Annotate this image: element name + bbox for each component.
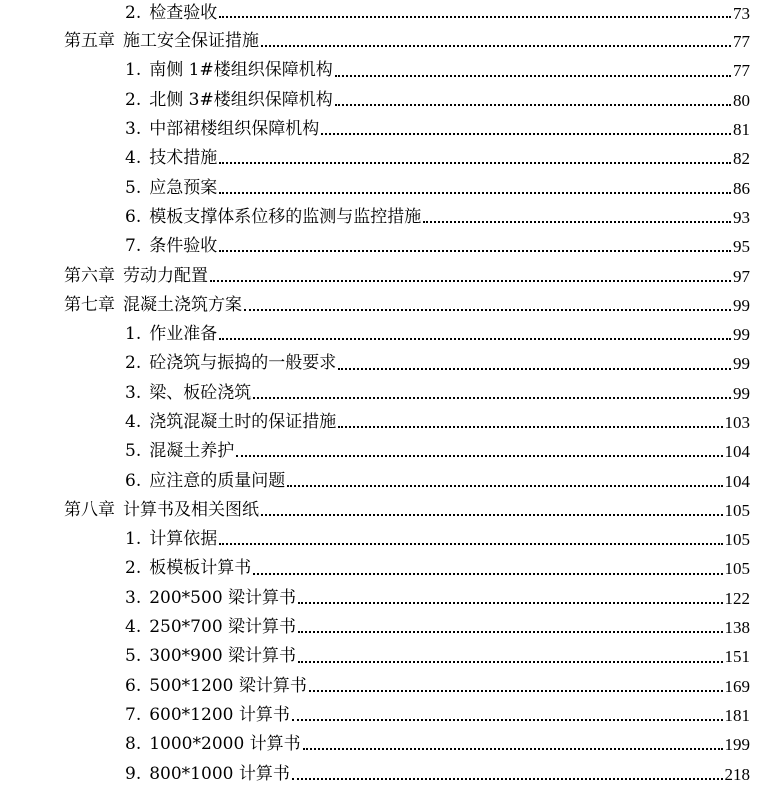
toc-section-entry[interactable] [0,379,778,408]
toc-entry-page: 105 [724,530,750,550]
toc-entry-number: 6. [125,470,142,491]
toc-entry-page: 99 [733,325,750,345]
toc-section-entry[interactable] [0,173,778,202]
dot-leader [321,133,731,135]
toc-entry-page: 99 [733,383,750,403]
toc-entry-number: 8. [125,734,142,755]
toc-entry-title: 应注意的质量问题 [149,470,286,491]
toc-entry-page: 73 [733,4,750,23]
dot-leader [423,221,731,223]
toc-entry-number: 3. [125,119,142,140]
toc-entry-title: 应急预案 [149,177,218,198]
toc-chapter-entry[interactable] [0,496,778,525]
toc-section-entry[interactable] [0,203,778,232]
toc-section-entry[interactable] [0,730,778,759]
toc-chapter-entry[interactable] [0,291,778,320]
toc-section-entry[interactable] [0,115,778,144]
toc-entry-page: 80 [733,90,750,110]
toc-entry-number: 5. [125,441,142,462]
toc-entry-title: 计算书及相关图纸 [123,499,259,520]
toc-entry-title: 混凝土浇筑方案 [123,294,242,315]
toc-entry-page: 105 [724,559,750,579]
toc-entry-page: 99 [733,295,750,315]
dot-leader [338,426,722,428]
toc-entry-number: 1. [125,529,142,550]
toc-section-entry[interactable] [0,466,778,495]
toc-entry-number: 5. [125,646,142,667]
toc-section-entry[interactable] [0,701,778,730]
toc-entry-title: 模板支撑体系位移的监测与监控措施 [149,206,422,227]
toc-section-entry[interactable] [0,672,778,701]
toc-section-entry[interactable] [0,232,778,261]
dot-leader [303,748,723,750]
toc-section-entry[interactable] [0,584,778,613]
toc-entry-page: 122 [724,588,750,608]
toc-entry-number: 1. [125,324,142,345]
toc-entry-title: 中部裙楼组织保障机构 [149,119,320,140]
toc-chapter-entry[interactable] [0,27,778,56]
toc-entry-title: 北侧 3#楼组织保障机构 [149,89,333,110]
toc-entry-page: 77 [733,32,750,52]
toc-entry-number: 2. [125,3,142,23]
toc-entry-page: 86 [733,178,750,198]
toc-section-entry[interactable] [0,759,778,788]
toc-section-entry[interactable] [0,613,778,642]
toc-entry-page: 169 [724,676,750,696]
dot-leader [292,719,723,721]
dot-leader [298,631,722,633]
toc-entry-page: 97 [733,266,750,286]
toc-section-entry[interactable] [0,408,778,437]
toc-entry-title: 500*1200 梁计算书 [149,675,307,696]
toc-entry-number: 2. [125,353,142,374]
toc-entry-page: 151 [724,647,750,667]
toc-entry-page: 181 [724,705,750,725]
toc-entry-page: 95 [733,237,750,257]
toc-entry-page: 105 [724,500,750,520]
toc-section-entry[interactable] [0,642,778,671]
toc-section-entry[interactable] [0,320,778,349]
toc-section-entry[interactable] [0,554,778,583]
dot-leader [335,75,731,77]
dot-leader [261,45,731,47]
toc-section-entry[interactable] [0,144,778,173]
toc-entry-title: 南侧 1#楼组织保障机构 [149,60,333,81]
toc-section-entry[interactable] [0,437,778,466]
dot-leader [219,543,722,545]
dot-leader [298,661,722,663]
toc-entry-number: 3. [125,382,142,403]
toc-entry-title: 1000*2000 计算书 [149,734,301,755]
dot-leader [292,778,723,780]
toc-entry-number: 2. [125,558,142,579]
dot-leader [219,250,731,252]
toc-entry-page: 138 [724,618,750,638]
toc-entry-number: 4. [125,412,142,432]
dot-leader [219,338,731,340]
dot-leader [309,690,723,692]
toc-entry-title: 板模板计算书 [149,558,252,579]
toc-entry-number: 3. [125,587,142,608]
toc-entry-title: 800*1000 计算书 [149,763,290,784]
toc-entry-page: 218 [724,764,750,784]
toc-entry-page: 81 [733,120,750,140]
dot-leader [210,280,731,282]
toc-entry-title: 条件验收 [149,236,218,257]
toc-entry-title: 劳动力配置 [123,265,208,286]
dot-leader [253,573,722,575]
toc-entry-page: 82 [733,149,750,169]
toc-entry-number: 4. [125,148,142,169]
toc-entry-title: 施工安全保证措施 [123,31,259,52]
toc-entry-number: 6. [125,206,142,227]
toc-entry-number: 9. [125,763,142,784]
toc-entry-page: 77 [733,61,750,81]
toc-entry-number: 5. [125,177,142,198]
toc-section-entry[interactable] [0,349,778,378]
toc-entry-page: 103 [724,413,750,432]
toc-entry-page: 199 [724,735,750,755]
toc-entry-number: 6. [125,675,142,696]
toc-entry-title: 250*700 梁计算书 [149,617,297,638]
toc-entry-title: 200*500 梁计算书 [149,587,297,608]
dot-leader [244,309,731,311]
dot-leader [219,162,731,164]
toc-entry-number: 第六章 [64,265,115,286]
toc-entry-title: 计算依据 [149,529,218,550]
toc-section-entry[interactable] [0,525,778,554]
toc-entry-title: 300*900 梁计算书 [149,646,297,667]
toc-entry-number: 第八章 [64,499,115,520]
dot-leader [219,16,731,18]
dot-leader [287,485,722,487]
dot-leader [219,192,731,194]
toc-entry-title: 浇筑混凝土时的保证措施 [149,412,337,432]
dot-leader [335,104,731,106]
toc-entry-number: 第五章 [64,31,115,52]
toc-entry-title: 作业准备 [149,324,218,345]
toc-chapter-entry[interactable] [0,261,778,290]
toc-entry-title: 梁、板砼浇筑 [149,382,252,403]
toc-entry-page: 93 [733,207,750,227]
toc-entry-title: 检查验收 [149,3,218,23]
toc-entry-page: 104 [724,442,750,462]
dot-leader [253,397,731,399]
toc-entry-title: 技术措施 [149,148,218,169]
toc-entry-page: 99 [733,354,750,374]
toc-entry-number: 1. [125,60,142,81]
toc-entry-page: 104 [724,471,750,491]
toc-entry-number: 7. [125,236,142,257]
dot-leader [298,602,722,604]
toc-section-entry[interactable] [0,56,778,85]
dot-leader [261,514,723,516]
dot-leader [338,368,731,370]
toc-entry-number: 4. [125,617,142,638]
toc-entry-number: 第七章 [64,294,115,315]
dot-leader [236,455,722,457]
toc-entry-number: 2. [125,89,142,110]
toc-section-entry[interactable] [0,0,778,27]
toc-entry-title: 600*1200 计算书 [149,704,290,725]
toc-section-entry[interactable] [0,86,778,115]
toc-entry-title: 砼浇筑与振捣的一般要求 [149,353,337,374]
toc-entry-number: 7. [125,704,142,725]
toc-entry-title: 混凝土养护 [149,441,235,462]
